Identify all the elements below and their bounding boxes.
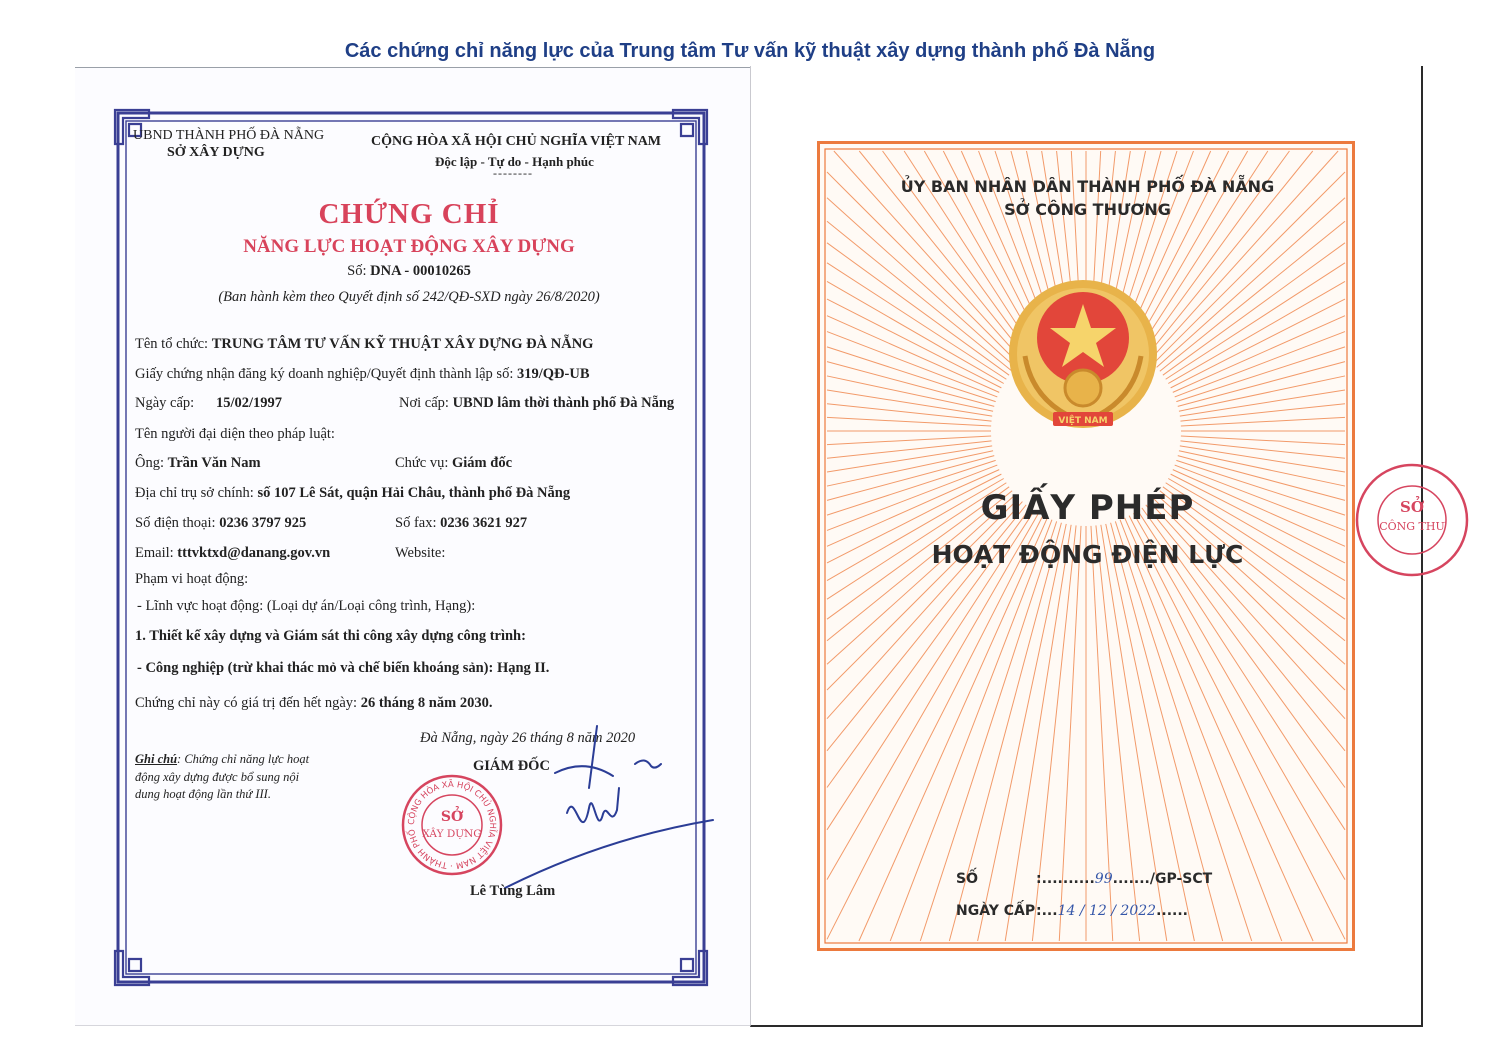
license-date-prefix: :...: [1036, 903, 1058, 919]
certificate-heading: CHỨNG CHỈ: [318, 198, 500, 230]
reg-value: 319/QĐ-UB: [516, 366, 590, 382]
rep-position-value: Giám đốc: [452, 455, 513, 471]
partial-seal-bottom: CÔNG THƯ: [1379, 520, 1445, 533]
rep-name-label: Ông:: [135, 455, 164, 471]
director-signature-icon: [485, 718, 715, 873]
electricity-license: [750, 66, 1445, 1027]
certificate-note: [135, 751, 325, 804]
license-title: GIẤY PHÉP: [980, 488, 1195, 528]
issue-place-value: UBND lâm thời thành phố Đà Nẵng: [452, 395, 675, 411]
license-date-field: [1036, 903, 1188, 919]
address-value: số 107 Lê Sát, quận Hải Châu, thành phố Đà Nẵng: [257, 485, 571, 501]
decision-note: (Ban hành kèm theo Quyết định số 242/QĐ-SXD ngày 26/8/2020): [218, 289, 600, 305]
registration-row: [135, 366, 589, 383]
partial-seal-icon: [1354, 462, 1470, 578]
phone-value: 0236 3797 925: [219, 515, 307, 531]
organization-row: [135, 336, 593, 353]
validity-value: 26 tháng 8 năm 2030.: [360, 695, 493, 711]
scope-label: Phạm vi hoạt động:: [135, 571, 249, 587]
activity-1: 1. Thiết kế xây dựng và Giám sát thi công xây dựng công trình:: [135, 628, 526, 644]
national-motto: Độc lập - Tự do - Hạnh phúc: [435, 154, 594, 169]
org-label: Tên tổ chức:: [135, 336, 209, 352]
website-label: Website:: [395, 545, 446, 561]
phone-row: [135, 515, 306, 532]
license-number-label: SỐ: [956, 871, 978, 887]
signing-date: Đà Nẵng, ngày 26 tháng 8 năm 2020: [420, 730, 636, 746]
email-value: tttvktxd@danang.gov.vn: [177, 545, 331, 561]
note-text: : Chứng chỉ năng lực hoạt động xây dựng được bổ sung nội dung hoạt động lần thứ III.: [135, 752, 310, 801]
industry-dept-seal-partial: [1354, 462, 1445, 578]
validity-label: Chứng chỉ này có giá trị đến hết ngày:: [135, 695, 358, 711]
email-row: [135, 545, 330, 562]
national-emblem-icon: [1003, 276, 1163, 444]
fax-row: [395, 515, 527, 532]
number-label: Số:: [347, 263, 367, 279]
motto-divider: --------: [493, 166, 533, 180]
issue-date-value: 15/02/1997: [215, 395, 282, 411]
license-number-suffix: ......./GP-SCT: [1112, 871, 1213, 887]
fax-label: Số fax:: [395, 515, 437, 531]
license-number-value: 99: [1094, 871, 1113, 887]
certificate-subheading: NĂNG LỰC HOẠT ĐỘNG XÂY DỰNG: [243, 236, 575, 257]
rep-name-value: Trần Văn Nam: [167, 455, 261, 471]
signer-role: GIÁM ĐỐC: [473, 758, 550, 774]
signer-name: Lê Tùng Lâm: [470, 883, 556, 899]
license-authority: ỦY BAN NHÂN DÂN THÀNH PHỐ ĐÀ NẴNG: [900, 177, 1275, 196]
certificate-number: [75, 263, 743, 280]
seal-center-bottom: XÂY DỰNG: [422, 828, 482, 840]
issuer-province: UBND THÀNH PHỐ ĐÀ NẴNG: [133, 128, 325, 143]
issue-place-label: Nơi cấp:: [399, 395, 449, 411]
seal-center-top: SỞ: [440, 809, 464, 825]
license-date-suffix: ......: [1156, 903, 1188, 919]
license-subtitle: HOẠT ĐỘNG ĐIỆN LỰC: [931, 540, 1244, 569]
fax-value: 0236 3621 927: [440, 515, 528, 531]
note-title: Ghi chú: [135, 752, 178, 766]
org-value: TRUNG TÂM TƯ VẤN KỸ THUẬT XÂY DỰNG ĐÀ NẴNG: [211, 336, 594, 352]
field-label: - Lĩnh vực hoạt động: (Loại dự án/Loại công trình, Hạng):: [137, 598, 476, 614]
license-date-value: 14 / 12 / 2022: [1057, 903, 1157, 919]
validity-row: [135, 695, 492, 712]
issue-date-row: [135, 395, 282, 412]
license-department: SỞ CÔNG THƯƠNG: [1004, 200, 1171, 219]
page-title: Các chứng chỉ năng lực của Trung tâm Tư vấn kỹ thuật xây dựng thành phố Đà Nẵng: [344, 40, 1156, 62]
issue-place-row: [399, 395, 674, 412]
address-row: [135, 485, 570, 502]
reg-label: Giấy chứng nhận đăng ký doanh nghiệp/Quyết định thành lập số:: [135, 366, 514, 382]
phone-label: Số điện thoại:: [135, 515, 216, 531]
email-label: Email:: [135, 545, 174, 561]
rep-name-row: [135, 455, 261, 472]
issue-date-label: Ngày cấp:: [135, 395, 195, 411]
issuer-department: SỞ XÂY DỰNG: [167, 145, 265, 160]
license-number-prefix: :..........: [1036, 871, 1095, 887]
address-label: Địa chỉ trụ sở chính:: [135, 485, 254, 501]
rep-position-row: [395, 455, 512, 472]
number-value: DNA - 00010265: [370, 263, 471, 279]
license-number-field: [1036, 871, 1212, 887]
rep-position-label: Chức vụ:: [395, 455, 449, 471]
emblem-ribbon-text: VIỆT NAM: [1058, 416, 1108, 426]
license-date-label: NGÀY CẤP: [956, 903, 1036, 919]
national-title: CỘNG HÒA XÃ HỘI CHỦ NGHĨA VIỆT NAM: [371, 134, 662, 149]
activity-1-detail: - Công nghiệp (trừ khai thác mỏ và chế biến khoáng sản): Hạng II.: [137, 660, 550, 676]
partial-seal-top: SỞ: [1400, 498, 1424, 516]
legal-rep-label: Tên người đại diện theo pháp luật:: [135, 426, 335, 442]
seal-ring-text: CỘNG HÒA XÃ HỘI CHỦ NGHĨA VIỆT NAM · THÀNH PHỐ: [406, 779, 498, 871]
construction-certificate: [75, 68, 750, 1026]
